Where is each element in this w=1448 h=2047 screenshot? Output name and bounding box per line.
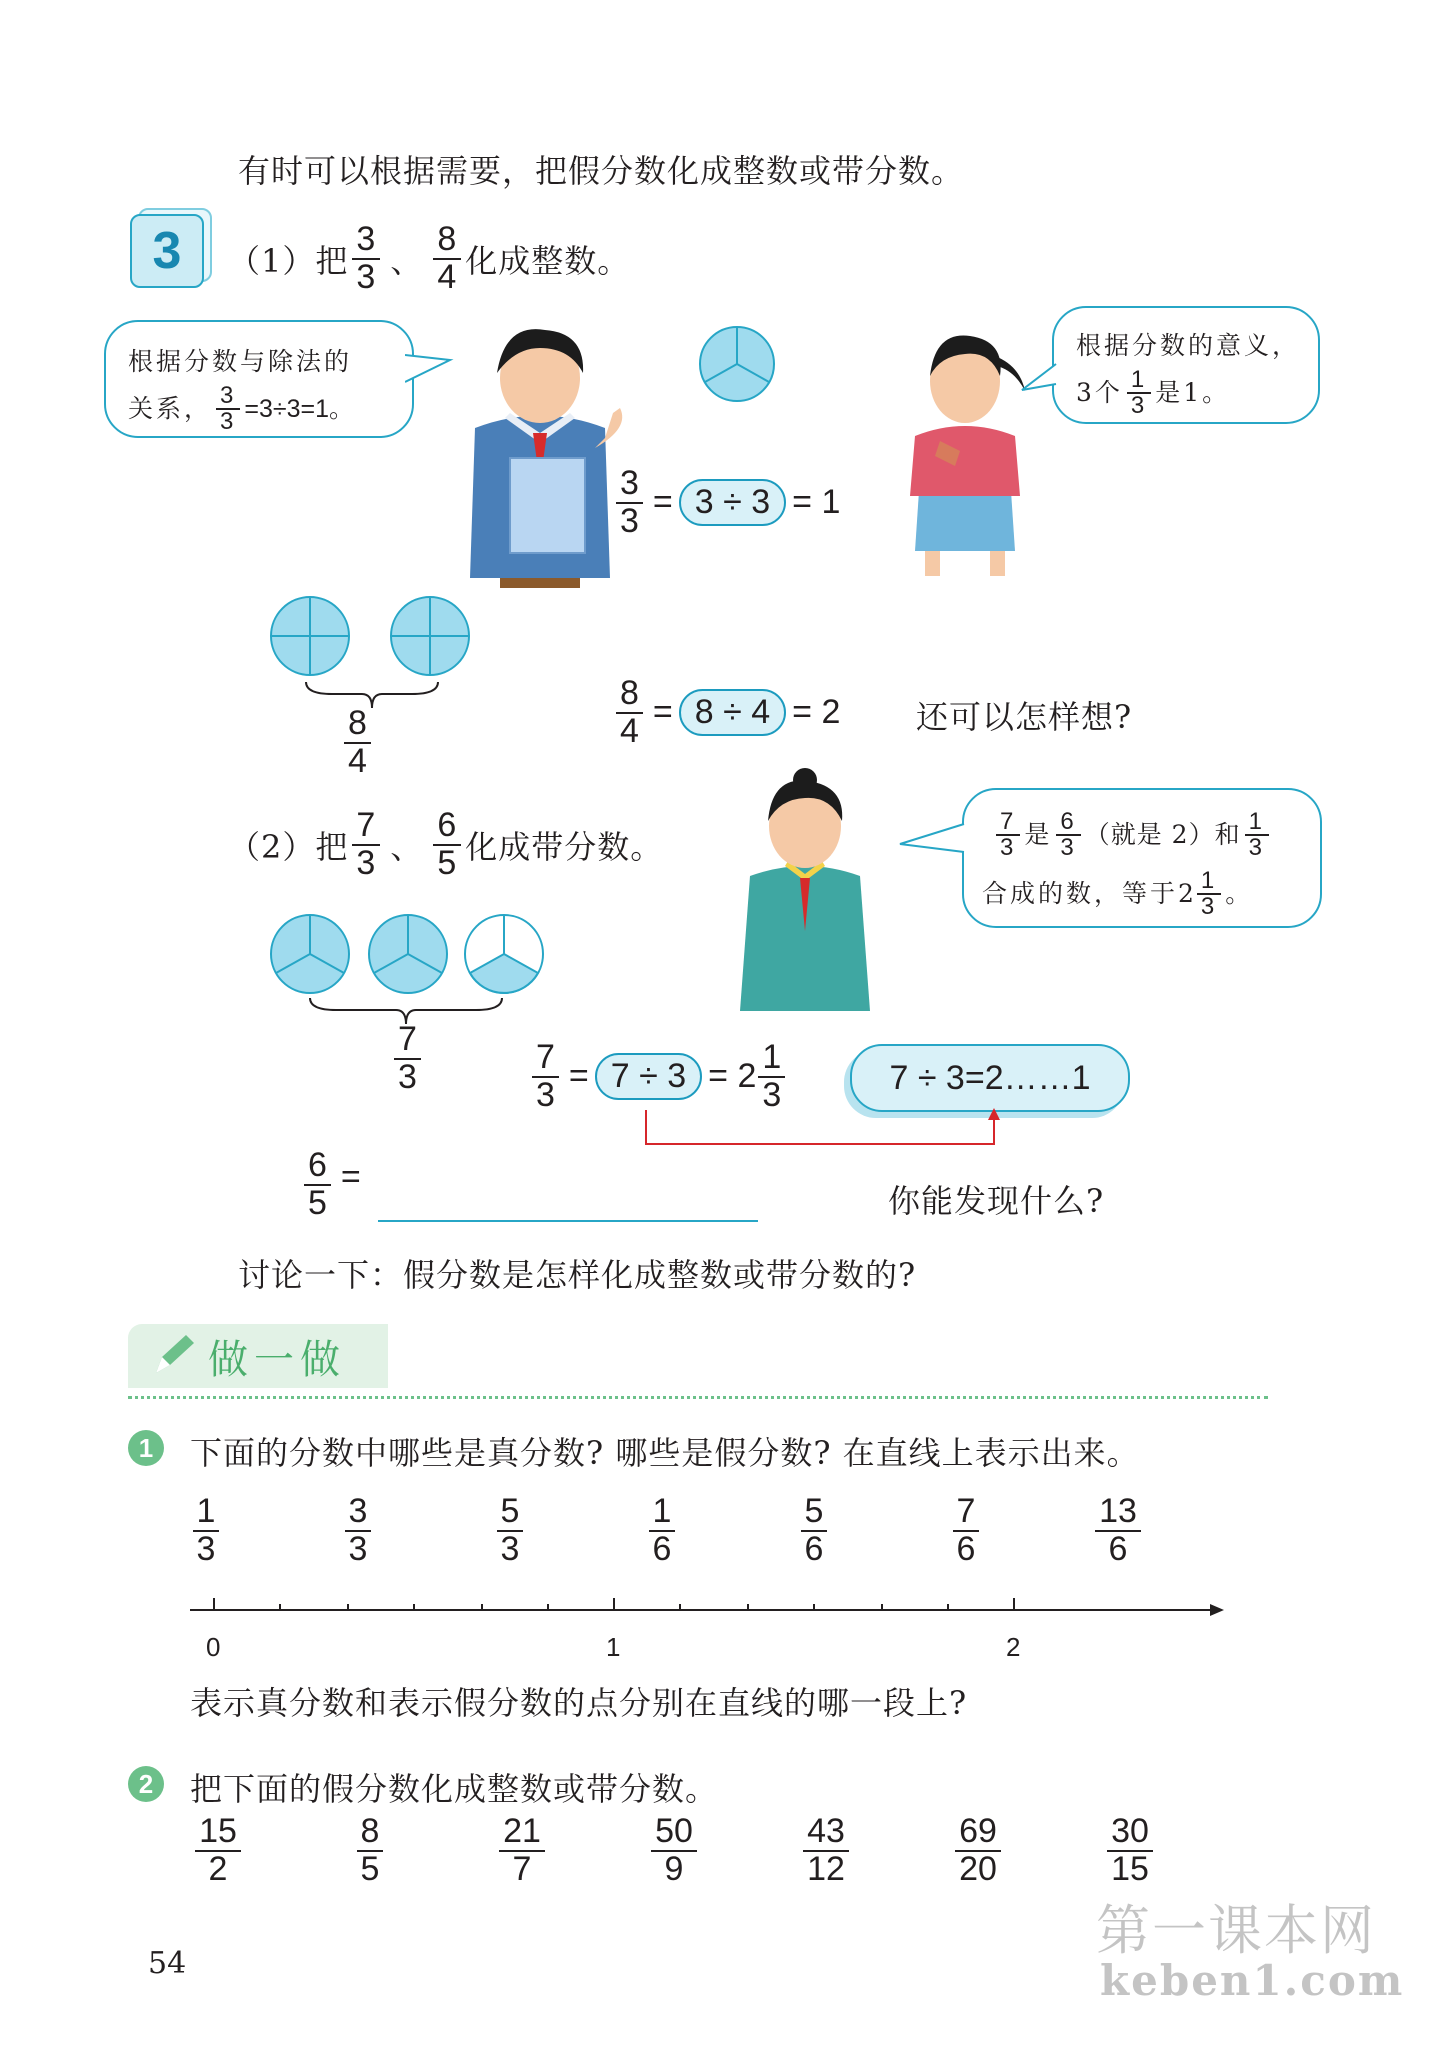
question-2-text: 把下面的假分数化成整数或带分数。 — [190, 1770, 719, 1808]
girl2-speech-bubble: $\frac{7}{3}$ 是 $\frac{6}{3}$ （就是 2）和 $\frac{1}{3}$ 合成的数，等于2 $\frac{1}{3}$ 。 — [962, 788, 1322, 928]
girl-bubble-tail — [1020, 362, 1060, 402]
fraction: $\frac{50}{9}$ — [651, 1814, 697, 1887]
fraction: $\frac{69}{20}$ — [955, 1814, 1001, 1887]
girl-speech-bubble: 根据分数的意义， 3个 $\frac{1}{3}$ 是1。 — [1052, 306, 1320, 424]
boy-speech-bubble: 根据分数与除法的 关系， $\frac{3}{3}$ =3÷3=1。 — [104, 320, 414, 438]
fraction: $\frac{5}{6}$ — [801, 1494, 828, 1567]
watermark-cn: 第一课本网 — [1096, 1899, 1376, 1962]
part2-heading: （2）把 $\frac{7}{3}$ 、 $\frac{6}{5}$ 化成带分数。 — [228, 806, 664, 882]
part1-heading: （1）把 $\frac{3}{3}$ 、 $\frac{8}{4}$ 化成整数。 — [228, 220, 631, 296]
fraction: $\frac{15}{2}$ — [195, 1814, 241, 1887]
fraction: $\frac{21}{7}$ — [499, 1814, 545, 1887]
question-1-followup: 表示真分数和表示假分数的点分别在直线的哪一段上? — [190, 1684, 968, 1722]
circle-quarters-1 — [268, 594, 352, 678]
division-remainder-box: 7 ÷ 3=2……1 — [850, 1044, 1130, 1112]
fraction: $\frac{30}{15}$ — [1107, 1814, 1153, 1887]
fraction: $\frac{13}{6}$ — [1095, 1494, 1141, 1567]
circle-thirds-whole — [697, 324, 777, 404]
intro-text: 有时可以根据需要，把假分数化成整数或带分数。 — [238, 152, 965, 190]
axis-label-2: 2 — [1006, 1632, 1021, 1662]
fraction: $\frac{3}{3}$ — [345, 1494, 372, 1567]
question-1-text: 下面的分数中哪些是真分数? 哪些是假分数? 在直线上表示出来。 — [190, 1434, 1140, 1472]
fraction: $\frac{8}{5}$ — [357, 1814, 384, 1887]
example-number-badge: 3 — [130, 214, 206, 290]
division-pill: 7 ÷ 3 — [595, 1053, 702, 1100]
practice-header — [128, 1324, 388, 1388]
circle-quarters-2 — [388, 594, 472, 678]
division-pill: 8 ÷ 4 — [679, 689, 786, 736]
answer-line[interactable] — [378, 1220, 758, 1222]
red-arrow-connector — [640, 1108, 1000, 1152]
circle-thirds-partial — [462, 912, 546, 996]
fraction: $\frac{7}{6}$ — [953, 1494, 980, 1567]
circle-thirds-1 — [268, 912, 352, 996]
question-1-badge: 1 — [128, 1430, 164, 1466]
girl2-bubble-tail — [898, 820, 968, 860]
brace-label-8-4: $\frac{8}{4}$ — [340, 706, 375, 779]
practice-divider — [128, 1396, 1268, 1399]
question-how-else: 还可以怎样想? — [916, 698, 1133, 736]
circle-thirds-2 — [366, 912, 450, 996]
axis-label-1: 1 — [606, 1632, 621, 1662]
fraction: $\frac{43}{12}$ — [803, 1814, 849, 1887]
boy-illustration — [445, 318, 635, 588]
question-2-fractions — [142, 1814, 1206, 1887]
number-line[interactable] — [180, 1594, 1240, 1634]
question-1-fractions — [130, 1494, 1194, 1567]
pencil-icon — [148, 1331, 208, 1381]
equation-7-over-3: $\frac{7}{3}$ = 7 ÷ 3 = 2 $\frac{1}{3}$ — [528, 1040, 789, 1113]
division-pill: 3 ÷ 3 — [679, 479, 786, 526]
discuss-text: 讨论一下：假分数是怎样化成整数或带分数的? — [238, 1256, 917, 1294]
practice-title: 做一做 — [208, 1336, 346, 1383]
question-what-discover: 你能发现什么? — [888, 1182, 1105, 1220]
axis-label-0: 0 — [206, 1632, 221, 1662]
girl2-illustration — [730, 766, 880, 1016]
fraction: $\frac{5}{3}$ — [497, 1494, 524, 1567]
watermark-en: keben1.com — [1100, 1956, 1405, 2005]
equation-8-over-4: $\frac{8}{4}$ = 8 ÷ 4 = 2 — [612, 676, 840, 749]
equation-3-over-3: $\frac{3}{3}$ = 3 ÷ 3 = 1 — [612, 466, 840, 539]
question-2-badge: 2 — [128, 1766, 164, 1802]
number-line-ticks — [214, 1598, 1014, 1610]
page-number: 54 — [148, 1946, 187, 1981]
girl-illustration — [895, 316, 1035, 581]
fraction: $\frac{1}{6}$ — [649, 1494, 676, 1567]
equation-6-over-5: $\frac{6}{5}$ = — [300, 1148, 361, 1221]
brace-label-7-3: $\frac{7}{3}$ — [390, 1022, 425, 1095]
fraction: $\frac{1}{3}$ — [193, 1494, 220, 1567]
